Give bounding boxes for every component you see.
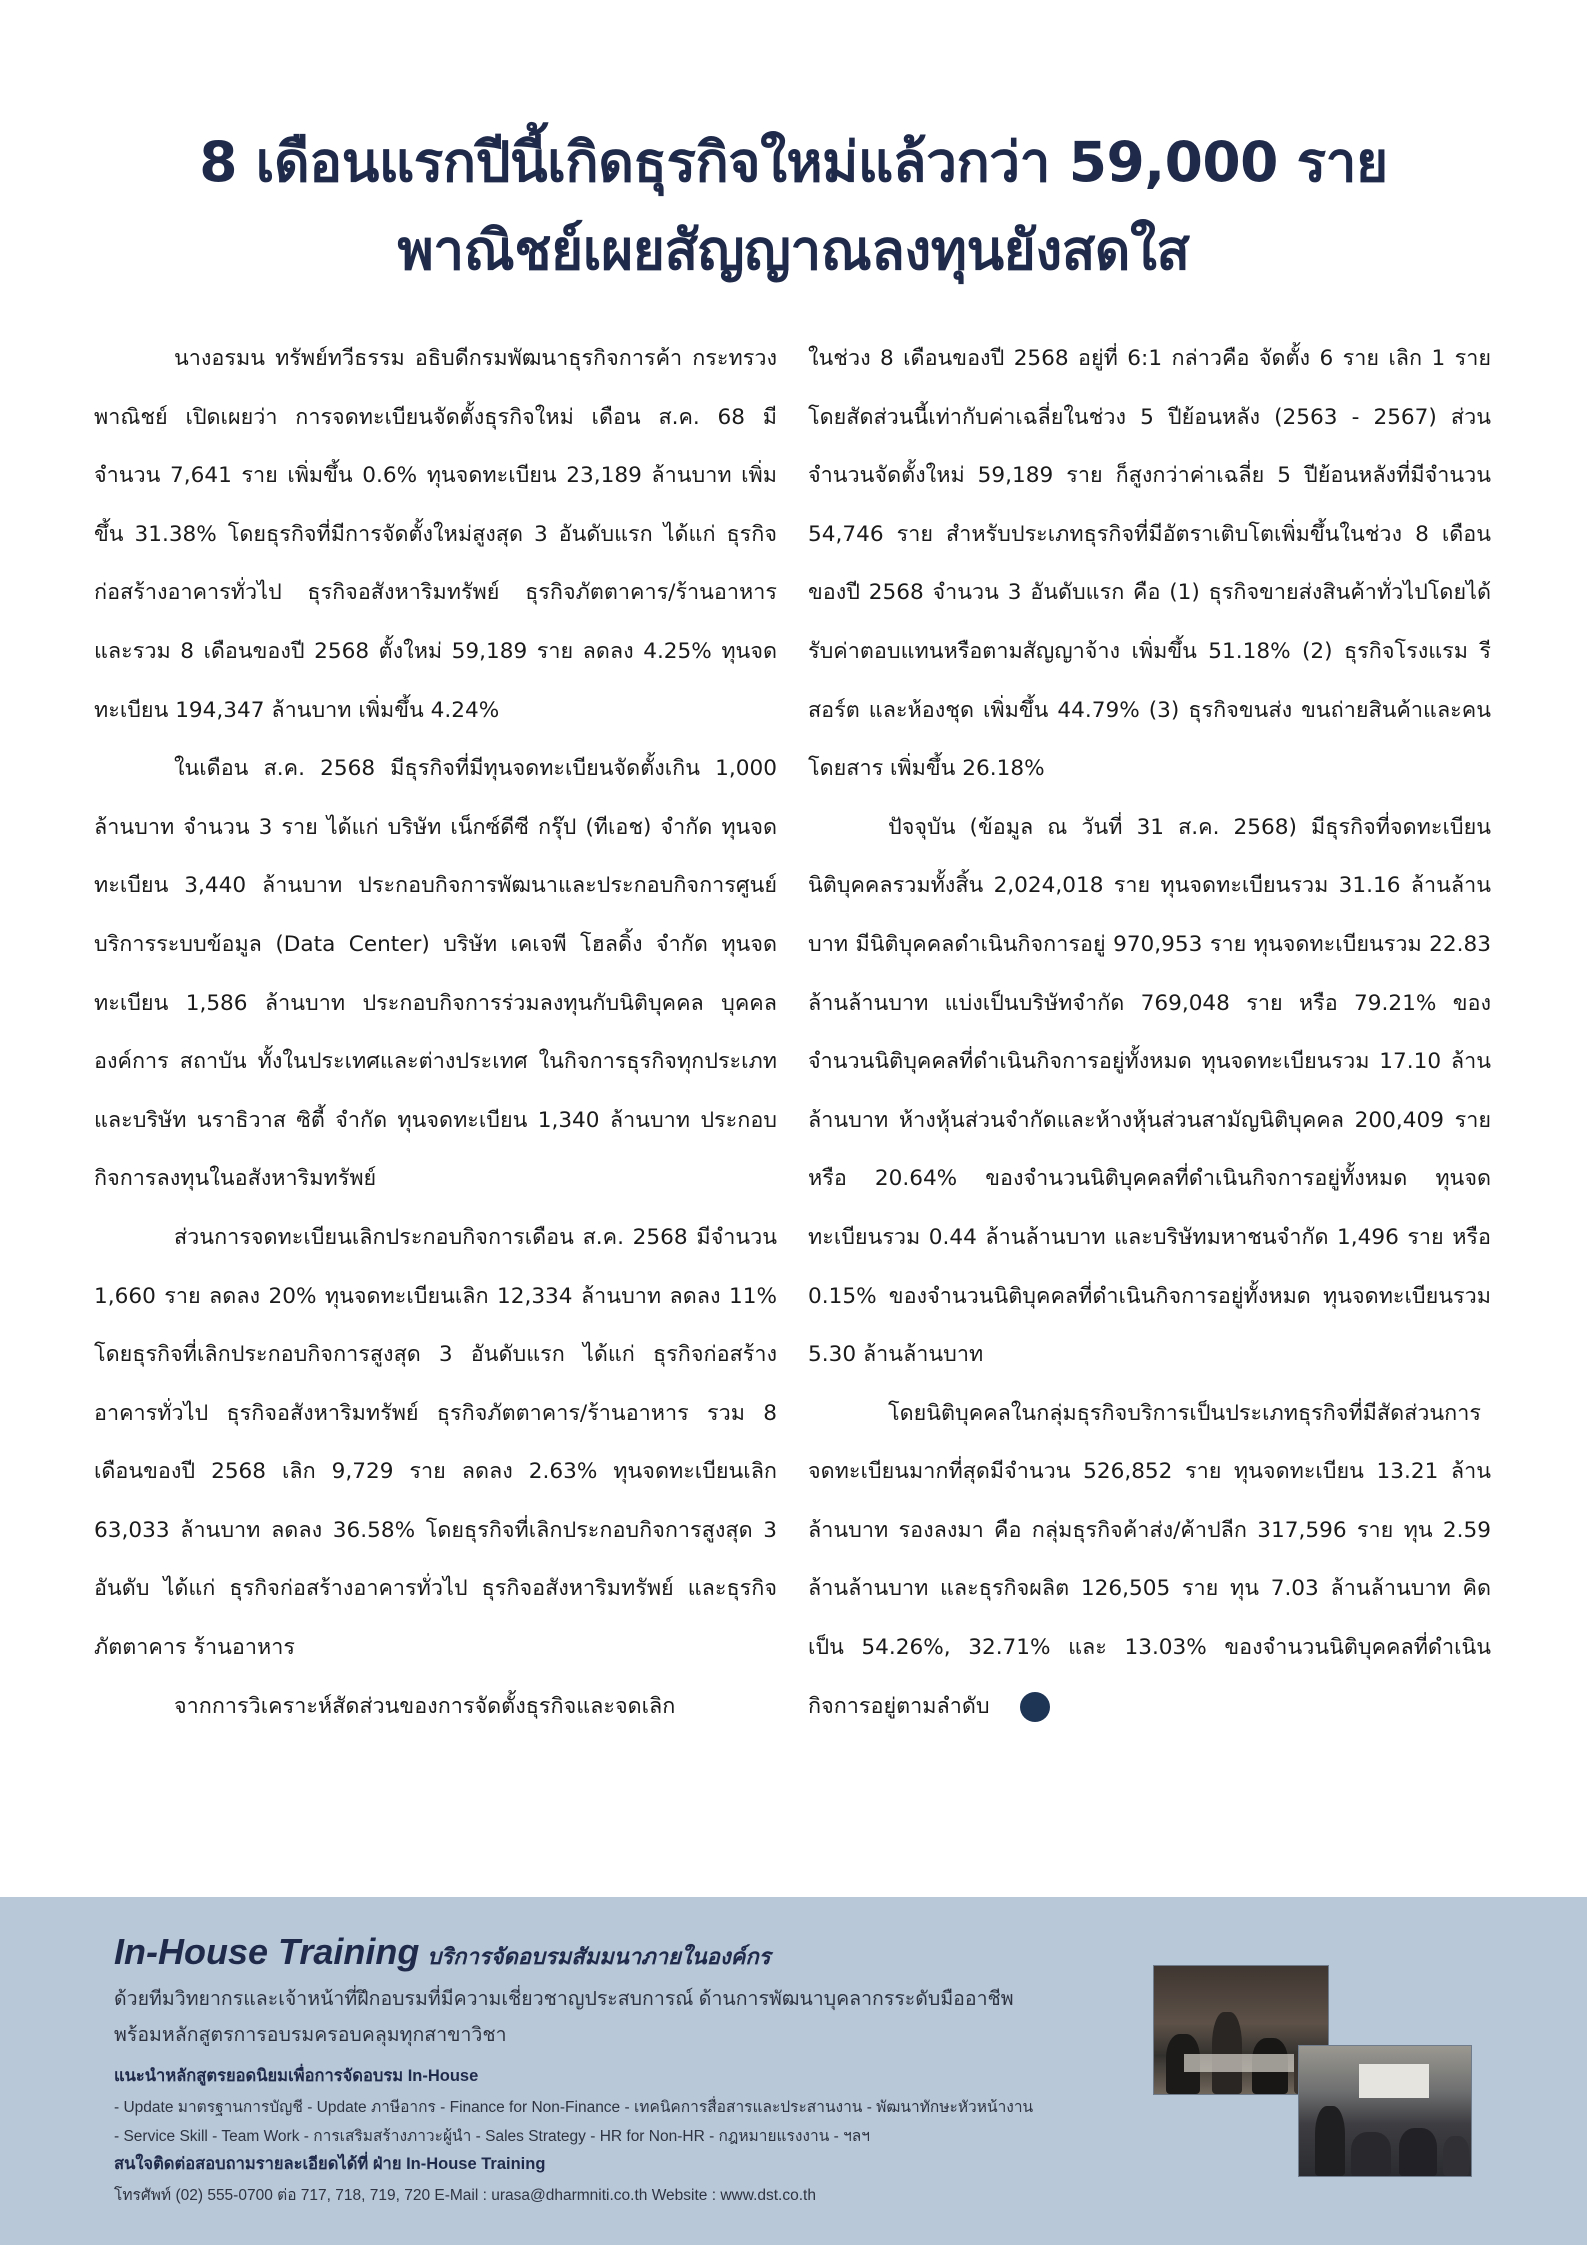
- article-paragraph: ในเดือน ส.ค. 2568 มีธุรกิจที่มีทุนจดทะเบียนจัดตั้งเกิน 1,000 ล้านบาท จำนวน 3 ราย ได้แก่ บริษัท เน็กซ์ดีซี กรุ๊ป (ทีเอช) จำกัด ทุนจดทะเบียน 3,440 ล้านบาท ประกอบกิจการพัฒนาและประกอบกิจการศูนย์บริการระบบข้อมูล (Data Center) บริษัท เคเจพี โฮลดิ้ง จำกัด ทุนจดทะเบียน 1,586 ล้านบาท ประกอบกิจการร่วมลงทุนกับนิติบุคคล บุคคล องค์การ สถาบัน ทั้งในประเทศและต่างประเทศ ในกิจการธุรกิจทุกประเภท และบริษัท นราธิวาส ซิตี้ จำกัด ทุนจดทะเบียน 1,340 ล้านบาท ประกอบกิจการลงทุนในอสังหาริมทรัพย์: [94, 756, 777, 1192]
- article-paragraph: [808, 1385, 1491, 1737]
- wave-logo-icon: ∿: [1020, 1692, 1050, 1722]
- in-house-training-banner: [0, 1897, 1587, 2245]
- promo-tagline: บริการจัดอบรมสัมมนาภายในองค์กร: [427, 1944, 771, 1969]
- promo-lead-line-2: พร้อมหลักสูตรการอบรมครอบคลุมทุกสาขาวิชา: [114, 2024, 507, 2046]
- contact-line: โทรศัพท์ (02) 555-0700 ต่อ 717, 718, 719, 720 E-Mail : urasa@dharmniti.co.th Website : www.dst.co.th: [114, 2187, 816, 2204]
- courses-heading: แนะนำหลักสูตรยอดนิยมเพื่อการจัดอบรม In-House: [114, 2067, 479, 2085]
- contact-heading: สนใจติดต่อสอบถามรายละเอียดได้ที่ ฝ่าย In-House Training: [114, 2155, 546, 2173]
- article-paragraph: ปัจจุบัน (ข้อมูล ณ วันที่ 31 ส.ค. 2568) มีธุรกิจที่จดทะเบียนนิติบุคคลรวมทั้งสิ้น 2,024,018 ราย ทุนจดทะเบียนรวม 31.16 ล้านล้านบาท มีนิติบุคคลดำเนินกิจการอยู่ 970,953 ราย ทุนจดทะเบียนรวม 22.83 ล้านล้านบาท แบ่งเป็นบริษัทจำกัด 769,048 ราย หรือ 79.21% ของจำนวนนิติบุคคลที่ดำเนินกิจการอยู่ทั้งหมด ทุนจดทะเบียนรวม 17.10 ล้านล้านบาท ห้างหุ้นส่วนจำกัดและห้างหุ้นส่วนสามัญนิติบุคคล 200,409 ราย หรือ 20.64% ของจำนวนนิติบุคคลที่ดำเนินกิจการอยู่ทั้งหมด ทุนจดทะเบียนรวม 0.44 ล้านล้านบาท และบริษัทมหาชนจำกัด 1,496 ราย หรือ 0.15% ของจำนวนนิติบุคคลที่ดำเนินกิจการอยู่ทั้งหมด ทุนจดทะเบียนรวม 5.30 ล้านล้านบาท: [808, 814, 1491, 1368]
- article-paragraph-text: โดยนิติบุคคลในกลุ่มธุรกิจบริการเป็นประเภทธุรกิจที่มีสัดส่วนการจดทะเบียนมากที่สุดมีจำนวน 526,852 ราย ทุนจดทะเบียน 13.21 ล้านล้านบาท รองลงมา คือ กลุ่มธุรกิจค้าส่ง/ค้าปลีก 317,596 ราย ทุน 2.59 ล้านล้านบาท และธุรกิจผลิต 126,505 ราย ทุน 7.03 ล้านล้านบาท คิดเป็น 54.26%, 32.71% และ 13.03% ของจำนวนนิติบุคคลที่ดำเนินกิจการอยู่ตามลำดับ: [808, 1400, 1491, 1719]
- promo-lead-line-1: ด้วยทีมวิทยากรและเจ้าหน้าที่ฝึกอบรมที่มีความเชี่ยวชาญประสบการณ์ ด้านการพัฒนาบุคลากรระดับมืออาชีพ: [114, 1988, 1014, 2010]
- article-column-left: [94, 330, 777, 1736]
- headline-line-2: พาณิชย์เผยสัญญาณลงทุนยังสดใส: [397, 218, 1190, 282]
- promo-brand: In-House Training: [114, 1931, 420, 1972]
- article-paragraph: นางอรมน ทรัพย์ทวีธรรม อธิบดีกรมพัฒนาธุรกิจการค้า กระทรวงพาณิชย์ เปิดเผยว่า การจดทะเบียนจัดตั้งธุรกิจใหม่ เดือน ส.ค. 68 มีจำนวน 7,641 ราย เพิ่มขึ้น 0.6% ทุนจดทะเบียน 23,189 ล้านบาท เพิ่มขึ้น 31.38% โดยธุรกิจที่มีการจัดตั้งใหม่สูงสุด 3 อันดับแรก ได้แก่ ธุรกิจก่อสร้างอาคารทั่วไป ธุรกิจอสังหาริมทรัพย์ ธุรกิจภัตตาคาร/ร้านอาหาร และรวม 8 เดือนของปี 2568 ตั้งใหม่ 59,189 ราย ลดลง 4.25% ทุนจดทะเบียน 194,347 ล้านบาท เพิ่มขึ้น 4.24%: [94, 346, 777, 723]
- promo-title: [114, 1931, 770, 1974]
- courses-line-1: - Update มาตรฐานการบัญชี - Update ภาษีอากร - Finance for Non-Finance - เทคนิคการสื่อสารและประสานงาน - พัฒนาทักษะหัวหน้างาน: [114, 2099, 1034, 2116]
- training-photo-classroom: [1298, 2045, 1472, 2177]
- headline-line-1: 8 เดือนแรกปีนี้เกิดธุรกิจใหม่แล้วกว่า 59,000 ราย: [199, 130, 1388, 194]
- article-paragraph: ในช่วง 8 เดือนของปี 2568 อยู่ที่ 6:1 กล่าวคือ จัดตั้ง 6 ราย เลิก 1 ราย โดยสัดส่วนนี้เท่ากับค่าเฉลี่ยในช่วง 5 ปีย้อนหลัง (2563 - 2567) ส่วนจำนวนจัดตั้งใหม่ 59,189 ราย ก็สูงกว่าค่าเฉลี่ย 5 ปีย้อนหลังที่มีจำนวน 54,746 ราย สำหรับประเภทธุรกิจที่มีอัตราเติบโตเพิ่มขึ้นในช่วง 8 เดือนของปี 2568 จำนวน 3 อันดับแรก คือ (1) ธุรกิจขายส่งสินค้าทั่วไปโดยได้รับค่าตอบแทนหรือตามสัญญาจ้าง เพิ่มขึ้น 51.18% (2) ธุรกิจโรงแรม รีสอร์ต และห้องชุด เพิ่มขึ้น 44.79% (3) ธุรกิจขนส่ง ขนถ่ายสินค้าและคนโดยสาร เพิ่มขึ้น 26.18%: [808, 346, 1491, 782]
- article-paragraph: จากการวิเคราะห์สัดส่วนของการจัดตั้งธุรกิจและจดเลิก: [174, 1693, 676, 1719]
- article-column-right: [808, 330, 1491, 1736]
- courses-line-2: - Service Skill - Team Work - การเสริมสร้างภาวะผู้นำ - Sales Strategy - HR for Non-HR - กฎหมายแรงงาน - ฯลฯ: [114, 2128, 870, 2145]
- article-paragraph: ส่วนการจดทะเบียนเลิกประกอบกิจการเดือน ส.ค. 2568 มีจำนวน 1,660 ราย ลดลง 20% ทุนจดทะเบียนเลิก 12,334 ล้านบาท ลดลง 11% โดยธุรกิจที่เลิกประกอบกิจการสูงสุด 3 อันดับแรก ได้แก่ ธุรกิจก่อสร้างอาคารทั่วไป ธุรกิจอสังหาริมทรัพย์ ธุรกิจภัตตาคาร/ร้านอาหาร รวม 8 เดือนของปี 2568 เลิก 9,729 ราย ลดลง 2.63% ทุนจดทะเบียนเลิก 63,033 ล้านบาท ลดลง 36.58% โดยธุรกิจที่เลิกประกอบกิจการสูงสุด 3 อันดับ ได้แก่ ธุรกิจก่อสร้างอาคารทั่วไป ธุรกิจอสังหาริมทรัพย์ และธุรกิจภัตตาคาร ร้านอาหาร: [94, 1224, 777, 1661]
- headline: [60, 118, 1527, 294]
